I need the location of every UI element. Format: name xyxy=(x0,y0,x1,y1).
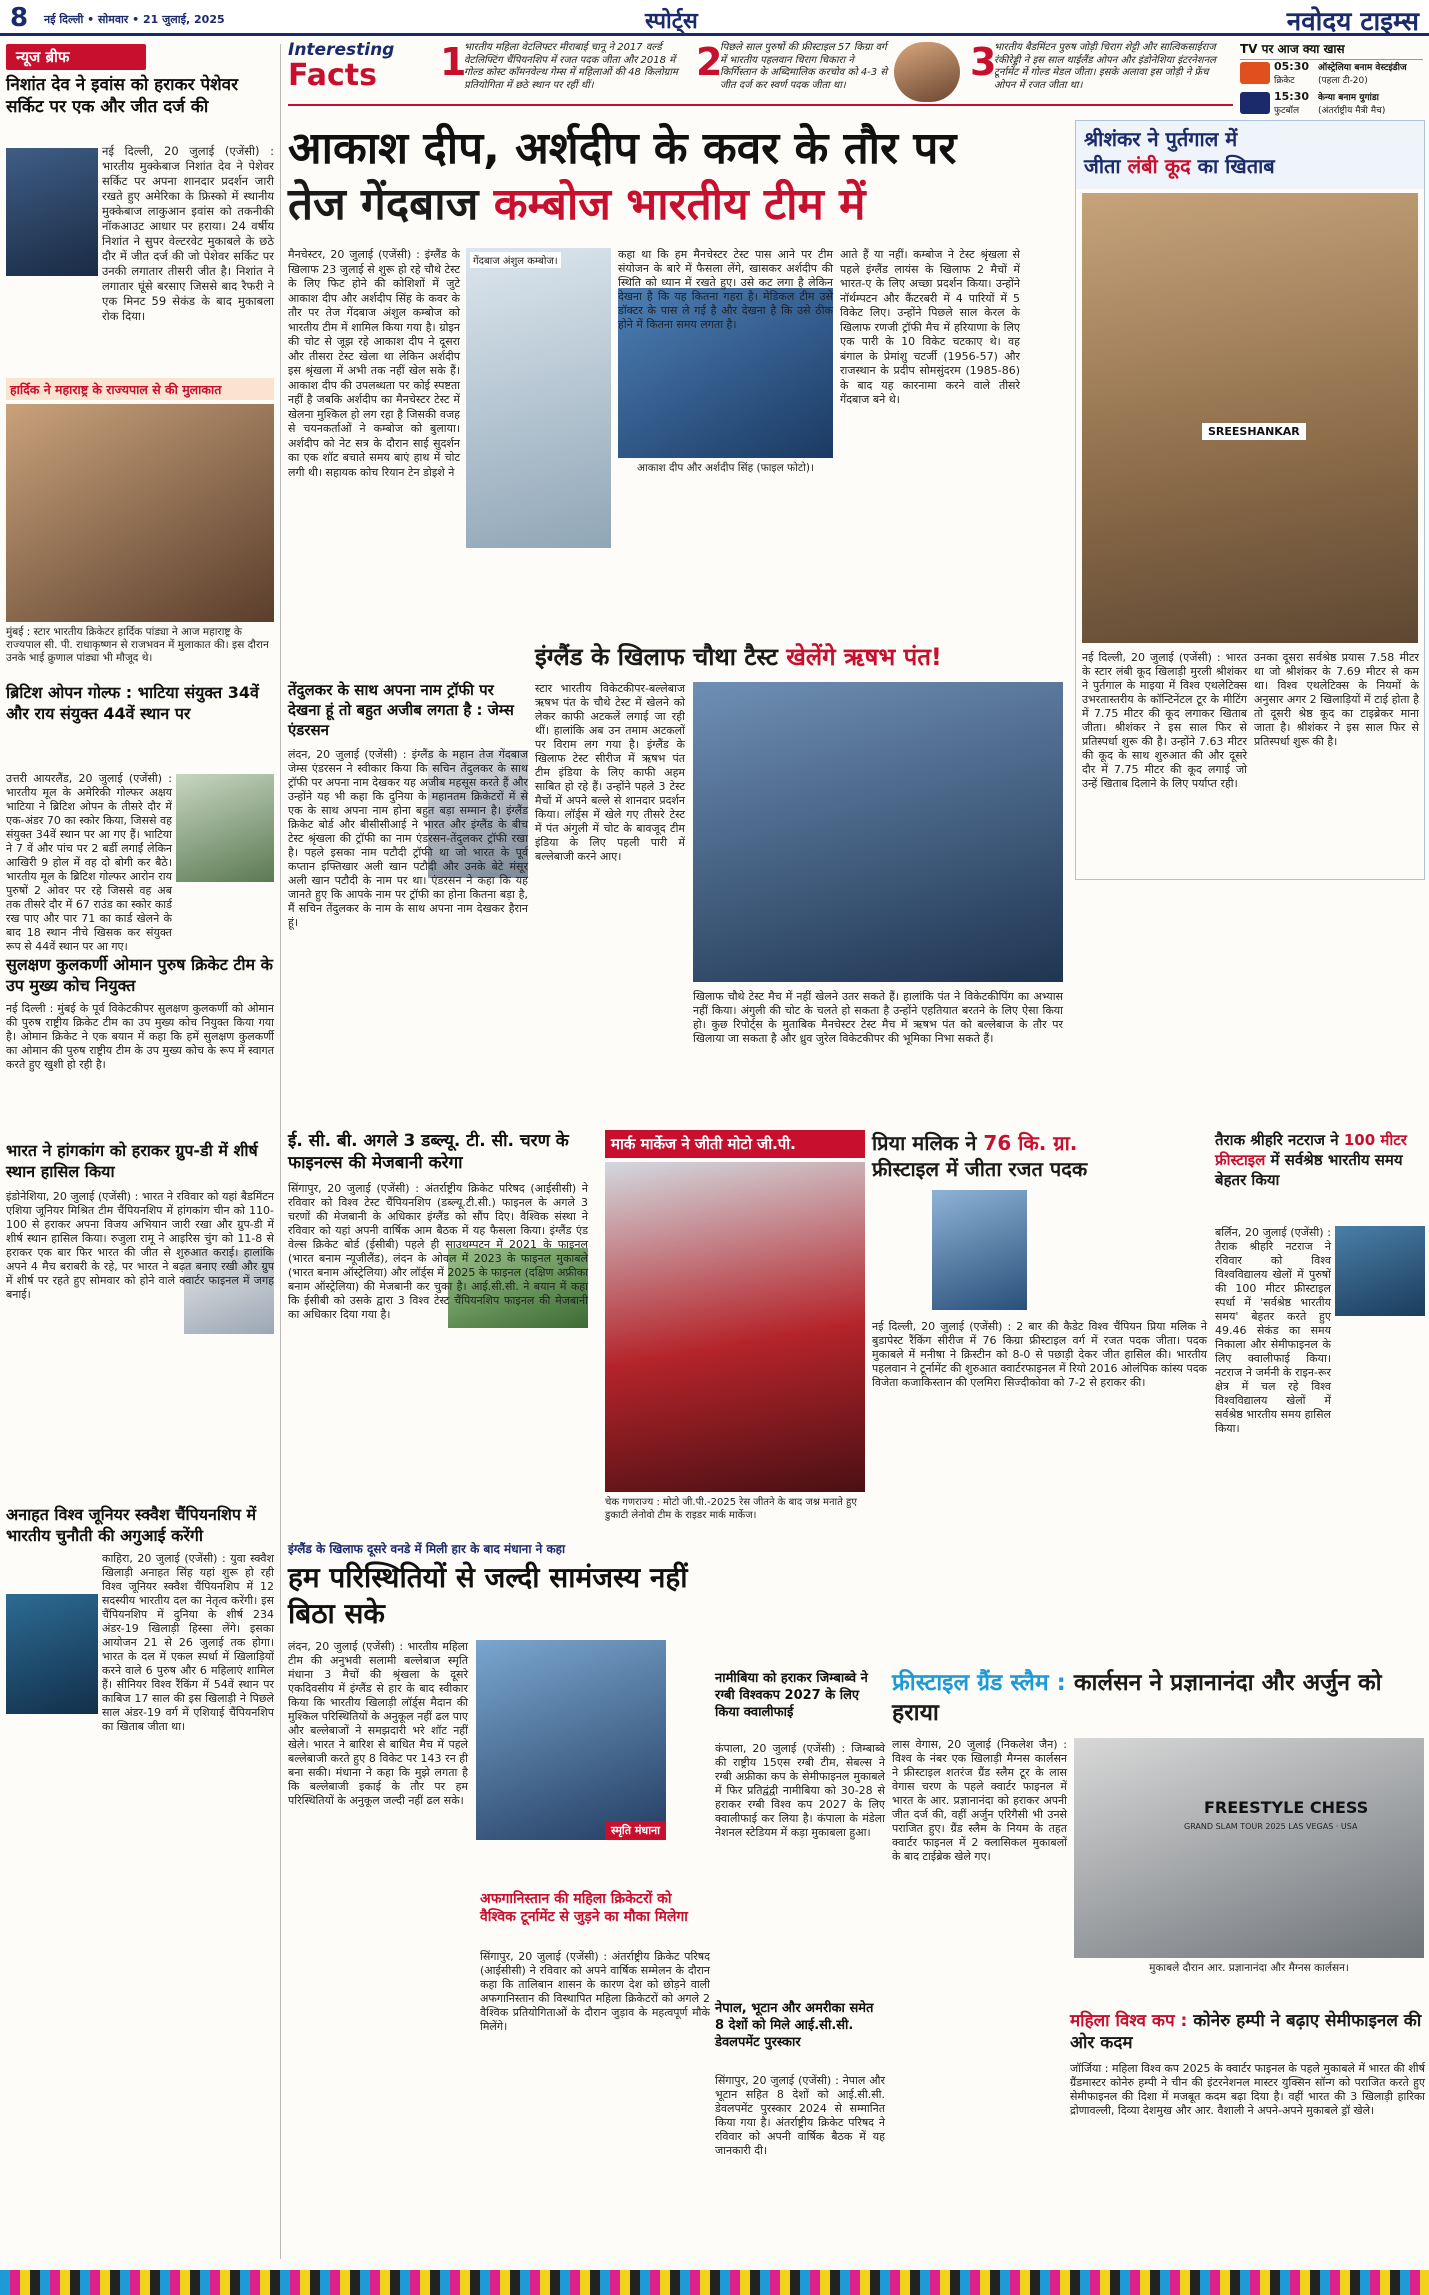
fact-number-2: 2 xyxy=(696,40,723,84)
fact-item-2 xyxy=(696,42,964,104)
afghan-headline: अफगानिस्तान की महिला क्रिकेटरों को वैश्विक टूर्नामेंट से जुड़ने का मौका मिलेगा xyxy=(480,1891,688,1925)
tv-time-1: 05:30 xyxy=(1274,60,1310,73)
motogp-headline: मार्क मार्केज ने जीती मोटो जी.पी. xyxy=(611,1135,796,1153)
afghan-body: सिंगापुर, 20 जुलाई (एजेंसी) : अंतर्राष्ट्रीय क्रिकेट परिषद (आईसीसी) ने रविवार को अपने वार्षिक सम्मेलन के दौरान कहा कि तालिबान शासन के कारण देश को छोड़ने वाली अफगानिस्तान की विस्थापित महिला क्रिकेटरों को अगले 2 वैश्विक प्रतियोगिताओं के दौरान जुड़ाव के महत्वपूर्ण मौके मिलेंगे। xyxy=(480,1950,710,2033)
anderson-headline: तेंदुलकर के साथ अपना नाम ट्रॉफी पर देखना हूं तो बहुत अजीब लगता है : जेम्स एंडरसन xyxy=(288,681,514,739)
sreeshankar-body-1: नई दिल्ली, 20 जुलाई (एजेंसी) : भारत के स्टार लंबी कूद खिलाड़ी मुरली श्रीशंकर ने पुर्तगाल के माइया में विश्व एथलेटिक्स उभरतास्तरीय के कॉन्टिनेंटल टूर के मीटिंग में 7.75 मीटर की कूद लगाकर खिताब जीता। श्रीशंकर ने इस साल फिर से प्रतिस्पर्धा शुरू की है। उन्होंने 7.63 मीटर की कूद के साथ शुरुआत की और दूसरे दौर में 7.75 मीटर की कूद लगाई जो उन्हें खिताब दिलाने के लिए पर्याप्त रही। xyxy=(1082,651,1247,790)
mandhana-kicker: इंग्लैंड के खिलाफ दूसरे वनडे में मिली हार के बाद मंधाना ने कहा xyxy=(288,1542,566,1556)
fact-text-3: भारतीय बैडमिंटन पुरुष जोड़ी चिराग शेट्टी और सात्विकसाईराज रंकीरेड्डी ने इस साल थाईलैंड ओपन और इंडोनेशिया इंटरनेशनल टूर्नामेंट में गोल्ड मेडल जीता। इसके अलावा इस जोड़ी ने फ्रेंच ओपन में रजत जीता था। xyxy=(994,42,1216,91)
grandslam-banner: FREESTYLE CHESS xyxy=(1204,1798,1369,1817)
zimbabwe-body: कंपाला, 20 जुलाई (एजेंसी) : जिम्बाब्वे की राष्ट्रीय 15एस रग्बी टीम, सेबल्स ने रग्बी अफ्रीका कप के सेमीफाइनल मुकाबले में फिर प्रतिद्वंद्वी नामीबिया को 30-28 से हराकर रग्बी विश्व कप 2027 के लिए क्वालीफाई कर लिया है। कंपाला के मंडेला नेशनल स्टेडियम में कड़ा मुकाबला हुआ। xyxy=(715,1742,885,1839)
fact-item-3 xyxy=(970,42,1232,104)
nepal-headline: नेपाल, भूटान और अमरीका समेत 8 देशों को मिले आई.सी.सी. डेवलपमेंट पुरस्कार xyxy=(715,2001,874,2050)
mandhana-headline: हम परिस्थितियों से जल्दी सामंजस्य नहीं बिठा सके xyxy=(288,1561,688,1630)
facts-strip xyxy=(288,40,1233,106)
lead-story xyxy=(288,118,1068,678)
facts-label-bottom: Facts xyxy=(288,58,377,93)
grandslam-headline: फ्रीस्टाइल ग्रैंड स्लैम : कार्लसन ने प्रज्ञानानंदा और अर्जुन को हराया xyxy=(892,1670,1382,1726)
brief-photo-3 xyxy=(176,774,274,882)
priya-story xyxy=(872,1130,1207,1660)
dateline: नई दिल्ली • सोमवार • 21 जुलाई, 2025 xyxy=(44,13,225,26)
nepal-body: सिंगापुर, 20 जुलाई (एजेंसी) : नेपाल और भूटान सहित 8 देशों को आई.सी.सी. डेवलपमेंट पुरस्कार 2024 से सम्मानित किया गया है। अंतर्राष्ट्रीय क्रिकेट परिषद ने रविवार को अपनी वार्षिक बैठक में यह जानकारी दी। xyxy=(715,2074,885,2157)
motogp-headline-box xyxy=(605,1130,865,1158)
pant-body-2: खिलाफ चौथे टेस्ट मैच में नहीं खेलने उतर सकते हैं। हालांकि पंत ने विकेटकीपिंग का अभ्यास नहीं किया। अंगुली की चोट के चलते हो सकता है उन्होंने एहतियात बरतने के लिए ऐसा किया हो। कुछ रिपोर्ट्स के मुताबिक मैनचेस्टर टेस्ट मैच में ऋषभ पंत को बल्लेबाज के तौर पर खिलाया जा सकता है और ध्रुव जुरेल विकेटकीपर की भूमिका निभा सकते हैं। xyxy=(693,990,1063,1045)
brief-headline-5: भारत ने हांगकांग को हराकर ग्रुप-डी में शीर्ष स्थान हासिल किया xyxy=(6,1141,258,1181)
humpy-body: जॉर्जिया : महिला विश्व कप 2025 के क्वार्टर फाइनल के पहले मुकाबले में भारत की शीर्ष ग्रैंडमास्टर कोनेरु हम्पी ने चीन की इंटरनेशनल मास्टर युक्सिन सॉन्ग को पराजित करते हुए सेमीफाइनल की दिशा में मजबूत कदम बढ़ा दिया है। वहीं भारत की 3 खिलाड़ी हारिका द्रोणावल्ली, दिव्या देशमुख और आर. वैशाली ने अपने-अपने मुकाबले ड्रॉ खेले। xyxy=(1070,2062,1425,2117)
humpy-story xyxy=(1070,2010,1425,2260)
lead-body-2b xyxy=(618,480,833,550)
priya-body: नई दिल्ली, 20 जुलाई (एजेंसी) : 2 बार की कैडेट विश्व चैंपियन प्रिया मलिक ने बुडापेस्ट रैंकिंग सीरीज में 76 किग्रा फ्रीस्टाइल वर्ग में रजत पदक जीता। पदक मुकाबले में मनीषा ने क्रिस्टीन को 8-0 से पछाड़ी देकर जीत हासिल की। भारतीय पहलवान ने टूर्नामेंट की शुरुआत क्वार्टरफाइनल में रियो 2016 ओलंपिक कांस्य पदक विजेता कजाकिस्तान की एलमिरा सिज्दीकोवा को 7-2 से हराकर की। xyxy=(872,1320,1207,1389)
brief-photo-6 xyxy=(6,1594,98,1714)
sreeshankar-bib: SREESHANKAR xyxy=(1202,423,1306,440)
lead-body-2: कहा था कि हम मैनचेस्टर टेस्ट पास आने पर टीम संयोजन के बारे में फैसला लेंगे, खासकर अर्शदीप की स्थिति को ध्यान में रखते हुए। उसे कट लगा है लेकिन देखना है कि यह कितना गहरा है। मेडिकल टीम उसे डॉक्टर के पास ले गई है और देखना है कि उसे ठीक होने में कितना समय लगता है। xyxy=(618,248,833,331)
grandslam-body: लास वेगास, 20 जुलाई (निकलेश जैन) : विश्व के नंबर एक खिलाड़ी मैग्नस कार्लसन ने फ्रीस्टाइल शतरंज ग्रैंड स्लैम टूर के लास वेगास चरण के पहले क्वार्टर फाइनल में भारत के आर. प्रज्ञानानंदा को हराकर अपनी जीत दर्ज की, वहीं अर्जुन एरिगैसी भी उनसे पराजित हुए। ग्रैंड स्लैम के नियम के तहत क्वार्टर फाइनल में 2 क्लासिकल मुकाबलों के बाद टाईब्रेक खेले गए। xyxy=(892,1738,1067,1863)
brief-headline-4: सुलक्षण कुलकर्णी ओमान पुरुष क्रिकेट टीम के उप मुख्य कोच नियुक्त xyxy=(6,955,273,995)
brief-body-4: नई दिल्ली : मुंबई के पूर्व विकेटकीपर सुलक्षण कुलकर्णी को ओमान की पुरुष राष्ट्रीय क्रिकेट टीम का उप मुख्य कोच नियुक्त किया गया है। ओमान क्रिकेट ने एक बयान में कहा कि हमें सुलक्षण कुलकर्णी का ओमान की पुरुष राष्ट्रीय टीम के उप मुख्य कोच के रूप में स्वागत करते हुए खुशी हो रही है। xyxy=(6,1002,274,1071)
grandslam-story xyxy=(892,1668,1425,2018)
lead-headline-line2 xyxy=(288,178,1068,232)
pant-headline: इंग्लैंड के खिलाफ चौथा टैस्ट खेलेंगे ऋषभ पंत! xyxy=(535,643,942,671)
brief-body-5: इंडोनेशिया, 20 जुलाई (एजेंसी) : भारत ने रविवार को यहां बैडमिंटन एशिया जूनियर मिश्रित टीम चैंपियनशिप में हांगकांग चीन को 110-100 से हराकर अपना विजय अभियान जारी रखा और ग्रुप-डी में शीर्ष स्थान हासिल किया। रुजुला रामू ने आइरिस चुंग को 11-8 से हराकर एक बार फिर भारत की जीत से शुरुआत कराई। हालांकि अपने 4 मैच बराबरी के रहे, पर भारत ने बढ़त बनाए रखी और ग्रुप में शीर्ष पर रहते हुए सोमवार को होने वाले क्वार्टर फाइनल में जगह बनाई। xyxy=(6,1190,274,1301)
section-title: स्पोर्ट्स xyxy=(645,9,698,34)
fact-number-1: 1 xyxy=(440,40,467,84)
brief-photo-1 xyxy=(6,148,98,276)
facts-label-top: Interesting xyxy=(288,40,395,60)
tv-channel-logo-1 xyxy=(1240,62,1270,84)
nepal-story xyxy=(715,2000,885,2260)
natarajan-photo xyxy=(1335,1226,1425,1316)
paper-logo: नवोदय टाइम्स xyxy=(1286,7,1419,37)
natarajan-headline: तैराक श्रीहरि नटराज ने 100 मीटर फ्रीस्टाइल में सर्वश्रेष्ठ भारतीय समय बेहतर किया xyxy=(1215,1131,1407,1189)
fact-text-1: भारतीय महिला वेटलिफ्टर मीराबाई चानू ने 2017 वर्ल्ड वेटलिफ्टिंग चैंपियनशिप में रजत पदक जीता और 2018 में गोल्ड कोस्ट कॉमनवेल्थ गेम्स में महिलाओं की 48 किलोग्राम प्रतियोगिता में छठे स्थान पर रहीं थीं। xyxy=(464,42,678,91)
pant-photo xyxy=(693,682,1063,982)
wtc-story xyxy=(288,1130,598,1510)
brief-body-3: उत्तरी आयरलैंड, 20 जुलाई (एजेंसी) : भारतीय मूल के अमेरिकी गोल्फर अक्षय भाटिया ने ब्रिटिश ओपन के तीसरे दौर में एक-अंडर 70 का स्कोर किया, जिससे वह संयुक्त 34वें स्थान पर आ गए हैं। भाटिया ने 7 वें और पांच पर 2 बर्डी लगाईं लेकिन आखिरी 9 होल में वह दो बोगी कर बैठे। भारतीय मूल के ब्रिटिश गोल्फर आरोन राय पुरुषों 2 ओवर पर रहे जिससे वह अब तक तीसरे दौर में 67 राउंड का स्कोर कार्ड रख पाए और पार 71 का कार्ड खेलने के बाद 18 स्थान नीचे खिसक कर संयुक्त रूप से 44वें स्थान पर आ गए। xyxy=(6,772,172,953)
motogp-story xyxy=(605,1130,865,1530)
lead-photo-tag: गेंदबाज अंशुल कम्बोज। xyxy=(470,252,561,268)
brief-headline-3: ब्रिटिश ओपन गोल्फ : भाटिया संयुक्त 34वें और राय संयुक्त 44वें स्थान पर xyxy=(6,683,259,723)
brief-headline-6: अनाहत विश्व जूनियर स्क्वैश चैंपियनशिप में भारतीय चुनौती की अगुआई करेंगी xyxy=(6,1505,257,1545)
tv-title: TV पर आज क्या खास xyxy=(1240,40,1423,60)
fact-photo-2 xyxy=(894,42,960,102)
masthead xyxy=(0,0,1429,36)
brief-caption-2: मुंबई : स्टार भारतीय क्रिकेटर हार्दिक पांड्या ने आज महाराष्ट्र के राज्यपाल सी. पी. राधाकृष्णन से राजभवन में मुलाकात की। इस दौरान उनके भाई क्रुणाल पांड्या भी मौजूद थे। xyxy=(6,626,269,664)
fact-item-1 xyxy=(440,42,690,104)
brief-photo-2 xyxy=(6,404,274,622)
tv-event-2: केन्या बनाम युगांडा xyxy=(1318,93,1379,103)
tv-row-1 xyxy=(1240,60,1423,88)
tv-schedule xyxy=(1240,40,1423,118)
natarajan-story xyxy=(1215,1130,1425,1650)
sreeshankar-photo xyxy=(1082,193,1418,643)
pant-body-1: स्टार भारतीय विकेटकीपर-बल्लेबाज ऋषभ पंत के चौथे टेस्ट में खेलने को लेकर काफी अटकलें लगाई जा रही थीं। हालांकि अब उन तमाम अटकलों पर विराम लग गया है। इंग्लैंड के खिलाफ टेस्ट सीरीज में ऋषभ पंत टीम इंडिया के लिए काफी अहम साबित हो रहे हैं। उन्होंने पहले 3 टेस्ट मैचों में अपने बल्ले से शानदार प्रदर्शन किया। लॉर्ड्स में खेले गए तीसरे टेस्ट में पंत अंगुली में चोट के बावजूद टीम इंडिया के लिए पहली पारी में बल्लेबाजी करने आए। xyxy=(535,682,685,863)
lead-photo-kamboj xyxy=(466,248,611,548)
motogp-caption: चेक गणराज्य : मोटो जी.पी.-2025 रेस जीतने के बाद जश्न मनाते हुए डुकाटी लेनोवो टीम के राइडर मार्क मार्केज। xyxy=(605,1497,857,1521)
mandhana-photo-tag: स्मृति मंधाना xyxy=(605,1821,666,1840)
brief-headline-2: हार्दिक ने महाराष्ट्र के राज्यपाल से की मुलाकात xyxy=(10,382,222,397)
wtc-headline: ई. सी. बी. अगले 3 डब्ल्यू. टी. सी. चरण के फाइनल्स की मेजबानी करेगा xyxy=(288,1131,569,1173)
tv-event-1: ऑस्ट्रेलिया बनाम वेस्टइंडीज xyxy=(1318,63,1407,73)
tv-channel-2: फुटबॉल xyxy=(1274,106,1300,116)
fact-text-2: पिछले साल पुरुषों की फ्रीस्टाइल 57 किग्रा वर्ग में भारतीय पहलवान चिराग चिकारा ने किर्गिस्तान के अब्दिमालिक करचोव को 4-3 से जीत दर्ज कर स्वर्ण पदक जीता था। xyxy=(720,42,888,91)
page-number: 8 xyxy=(10,3,29,33)
brief-body-6: काहिरा, 20 जुलाई (एजेंसी) : युवा स्क्वैश खिलाड़ी अनाहत सिंह यहां शुरू हो रही विश्व जूनियर स्क्वैश चैंपियनशिप में 12 सदस्यीय भारतीय दल का नेतृत्व करेंगी। इस चैंपियनशिप में दुनिया के शीर्ष 234 अंडर-19 खिलाड़ी हिस्सा लेंगे। इसका आयोजन 21 से 26 जुलाई तक होगा। भारत के दल में एकल स्पर्धा में खिलाड़ियों करने वाले 6 पुरुष और 6 महिलाएं शामिल हैं। सीनियर विश्व रैंकिंग में 54वें स्थान पर काबिज 17 साल की इस खिलाड़ी ने पिछले साल अंडर-19 वर्ग में एशियाई चैंपियनशिप का खिताब जीता था। xyxy=(102,1552,274,1733)
column-rule xyxy=(280,44,281,2259)
wtc-body: सिंगापुर, 20 जुलाई (एजेंसी) : अंतर्राष्ट्रीय क्रिकेट परिषद (आईसीसी) ने रविवार को विश्व टेस्ट चैंपियनशिप (डब्ल्यू.टी.सी.) फाइनल के अगले 3 चरणों की मेजबानी के अधिकार इंग्लैंड को सौंप दिए। वैश्विक संस्था ने रविवार को यहां अपनी वार्षिक आम बैठक में यह फैसला किया। इंग्लैंड एंड वेल्स क्रिकेट बोर्ड (ईसीबी) पहले ही साउथम्पटन में 2021 के फाइनल (भारत बनाम न्यूजीलैंड), लंदन के ओवल में 2023 के फाइनल मुकाबले (भारत बनाम ऑस्ट्रेलिया) और लॉर्ड्स में 2025 के फाइनल (दक्षिण अफ्रीका बनाम ऑस्ट्रेलिया) की मेजबानी कर चुका है। आई.सी.सी. ने बयान में कहा कि ईसीबी को उसके द्वारा 3 विश्व टेस्ट चैंपियनशिप फाइनल की मेजबानी का अधिकार दिया गया है। xyxy=(288,1182,588,1321)
brief-body-1: नई दिल्ली, 20 जुलाई (एजेंसी) : भारतीय मुक्केबाज निशांत देव ने पेशेवर सर्किट पर अपना शानदार प्रदर्शन जारी रखते हुए अमेरिका के फ्रिस्को में स्थानीय मुक्केबाज लाकुआन इवांस को तकनीकी नॉकआउट आधार पर हराया। 24 वर्षीय निशांत ने सुपर वेल्टरवेट मुकाबले के छठे दौर में जीत दर्ज की जो पेशेवर सर्किट पर उनकी लगातार तीसरी जीत है। निशांत ने लगातार घूंसे बरसाए जिससे बाद रैफरी ने एक मिनट 59 सेकंड के बाद मुकाबला रोक दिया। xyxy=(102,144,274,323)
sreeshankar-headline-2: जीता लंबी कूद का खिताब xyxy=(1084,154,1275,178)
zimbabwe-headline: नामीबिया को हराकर जिम्बाब्वे ने रग्बी विश्वकप 2027 के लिए किया क्वालीफाई xyxy=(715,1671,868,1720)
tv-time-2: 15:30 xyxy=(1274,90,1310,103)
mandhana-body: लंदन, 20 जुलाई (एजेंसी) : भारतीय महिला टीम की अनुभवी सलामी बल्लेबाज स्मृति मंधाना 3 मैचों की श्रृंखला के दूसरे एकदिवसीय में इंग्लैंड से हार के बाद स्वीकार किया कि भारतीय खिलाड़ी लॉर्ड्स मैदान की मुश्किल परिस्थितियों के अनुकूल नहीं ढल पाए और बल्लेबाजों ने समझदारी भरे शॉट नहीं खेले। भारत ने बारिश से बाधित मैच में पहले बल्लेबाजी करते हुए 8 विकेट पर 143 रन ही बना सकी। मंधाना ने कहा कि मुझे लगता है कि बल्लेबाजी इकाई के तौर पर हम परिस्थितियों के अनुकूल जल्दी नहीं ढल सके। xyxy=(288,1640,468,1807)
afghan-story xyxy=(480,1890,710,2230)
sreeshankar-story xyxy=(1075,120,1425,880)
lead-headline-part-b: कम्बोज भारतीय टीम में xyxy=(493,179,866,230)
tv-sub-1: (पहला टी-20) xyxy=(1318,76,1368,86)
tv-channel-1: क्रिकेट xyxy=(1274,76,1295,86)
grandslam-caption: मुकाबले दौरान आर. प्रज्ञानानंदा और मैग्नस कार्लसन। xyxy=(1149,1962,1349,1974)
anderson-body: लंदन, 20 जुलाई (एजेंसी) : इंग्लैंड के महान तेज गेंदबाज जेम्स एंडरसन ने स्वीकार किया कि सचिन तेंदुलकर के साथ ट्रॉफी पर अपना नाम देखकर यह अजीब महसूस करते हैं और उन्होंने यह भी कहा कि दुनिया के महानतम क्रिकेटरों में से एक के साथ अपना नाम होना बहुत बड़ा सम्मान है। इंग्लैंड क्रिकेट बोर्ड और बीसीसीआई ने भारत और इंग्लैंड के बीच टेस्ट श्रृंखला की ट्रॉफी का नाम एंडरसन-तेंदुलकर ट्रॉफी रखा है। पहले इसका नाम पटौदी ट्रॉफी था जो भारत के पूर्व कप्तान इफ्तिखार अली खान पटौदी और उनके बेटे मंसूर अली खान पटौदी के नाम पर था। एंडरसन ने कहा कि यह जानते हुए कि आपके नाम पर ट्रॉफी का होना कितना बड़ा है, मैं सचिन तेंदुलकर के नाम के साथ अपना नाम देखकर हैरान हूं। xyxy=(288,748,528,929)
news-brief-column xyxy=(6,44,274,2259)
humpy-headline: महिला विश्व कप : कोनेरु हम्पी ने बढ़ाए सेमीफाइनल की ओर कदम xyxy=(1070,2011,1422,2053)
lead-headline-line1: आकाश दीप, अर्शदीप के कवर के तौर पर xyxy=(288,123,957,174)
anderson-story xyxy=(288,680,528,1122)
fact-number-3: 3 xyxy=(970,40,997,84)
tv-row-2 xyxy=(1240,90,1423,118)
lead-body-1: मैनचेस्टर, 20 जुलाई (एजेंसी) : इंग्लैंड के खिलाफ 23 जुलाई से शुरू हो रहे चौथे टेस्ट के लिए फिट होने की कोशिशों में जुटे आकाश दीप और अर्शदीप सिंह के कवर के तौर पर तेज गेंदबाज अंशुल कम्बोज को भारतीय टीम में शामिल किया गया है। ग्रोइन की चोट से जूझ रहे आकाश दीप ने दूसरा और तीसरा टेस्ट खेला था लेकिन अर्शदीप इस श्रृंखला में अभी तक नहीं खेल सके हैं। आकाश दीप की उपलब्धता पर कोई स्पष्टता नहीं है जबकि अर्शदीप का मैनचेस्टर टेस्ट में खेलना मुश्किल हो लग रहा है जिसकी वजह से चयनकर्ताओं ने कम्बोज को बुलाया। अर्शदीप को नेट सत्र के दौरान साई सुदर्शन का एक शॉट बचाते समय बाएं हाथ में चोट लगी थी। सहायक कोच रियान टेन डोइशे ने xyxy=(288,248,460,479)
news-brief-label: न्यूज ब्रीफ xyxy=(6,44,146,70)
grandslam-banner-sub: GRAND SLAM TOUR 2025 LAS VEGAS · USA xyxy=(1184,1822,1358,1831)
pant-story xyxy=(535,640,1065,1122)
tv-sub-2: (अंतर्राष्ट्रीय मैत्री मैच) xyxy=(1318,106,1386,116)
brief-headline-2-box xyxy=(6,378,274,400)
lead-inset-caption: आकाश दीप और अर्शदीप सिंह (फाइल फोटो)। xyxy=(637,462,814,474)
priya-headline: प्रिया मलिक ने 76 कि. ग्रा. फ्रीस्टाइल में जीता रजत पदक xyxy=(872,1131,1088,1181)
sreeshankar-body-2: उनका दूसरा सर्वश्रेष्ठ प्रयास 7.58 मीटर था जो श्रीशंकर के 7.69 मीटर से कम था। विश्व एथलेटिक्स के नियमों के अनुसार अगर 2 खिलाड़ियों में टाई होता है तो दूसरी श्रेष्ठ कूद का टाइब्रेकर माना जाता है। श्रीशंकर ने इस साल फिर से प्रतिस्पर्धा शुरू की है। xyxy=(1254,651,1419,748)
motogp-photo xyxy=(605,1162,865,1492)
brief-headline-1: निशांत देव ने इवांस को हराकर पेशेवर सर्किट पर एक और जीत दर्ज की xyxy=(6,75,239,117)
lead-headline-part-a: तेज गेंदबाज xyxy=(288,179,479,230)
facts-label xyxy=(288,40,438,106)
priya-photo xyxy=(932,1190,1027,1310)
grandslam-photo xyxy=(1074,1738,1424,1958)
sreeshankar-headline-1: श्रीशंकर ने पुर्तगाल में xyxy=(1084,127,1238,151)
lead-body-3: आते हैं या नहीं। कम्बोज ने टेस्ट श्रृंखला से पहले इंग्लैंड लायंस के खिलाफ 2 मैचों में भारत-ए के लिए अच्छा प्रदर्शन किया। उन्होंने नॉर्थम्पटन और कैंटरबरी में 4 पारियों में 5 विकेट लिए। उन्होंने पिछले साल केरल के खिलाफ रणजी ट्रॉफी मैच में हरियाणा के लिए एक पारी के 10 विकेट चटकाए थे। वह बंगाल के प्रेमांशु चटर्जी (1956-57) और राजस्थान के प्रदीप सोमसुंदरम (1985-86) के बाद यह कारनामा करने वाले तीसरे गेंदबाज बने थे। xyxy=(840,248,1020,406)
mandhana-photo xyxy=(476,1640,666,1840)
bottom-register-strip xyxy=(0,2270,1429,2295)
sreeshankar-headline-box xyxy=(1076,121,1424,189)
natarajan-body: बर्लिन, 20 जुलाई (एजेंसी) : तैराक श्रीहरि नटराज ने रविवार को विश्व विश्वविद्यालय खेलों में पुरुषों की 100 मीटर फ्रीस्टाइल स्पर्धा में 'सर्वश्रेष्ठ भारतीय समय' बेहतर करते हुए 49.46 सेकंड का समय निकाला और सेमीफाइनल के लिए क्वालीफाई किया। नटराज ने जर्मनी के राइन-रूर क्षेत्र में चल रहे विश्व विश्वविद्यालय खेलों में सर्वश्रेष्ठ भारतीय समय हासिल किया। xyxy=(1215,1226,1331,1435)
tv-channel-logo-2 xyxy=(1240,92,1270,114)
zimbabwe-story xyxy=(715,1670,885,1990)
